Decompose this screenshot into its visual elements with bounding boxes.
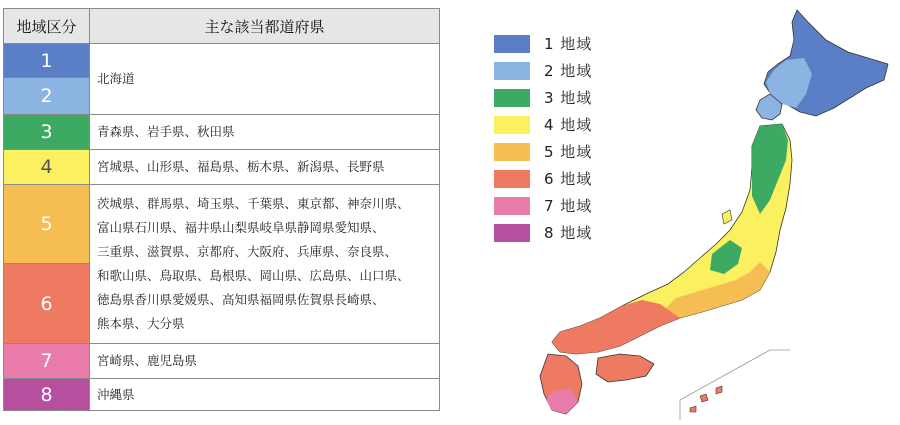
zone-2-label: 2 [40,85,53,107]
legend-label: 2 地域 [544,62,593,80]
zone-6-label: 6 [40,292,53,315]
zone-8-label: 8 [40,383,53,406]
header-prefectures: 主な該当都道府県 [90,9,440,44]
zone-8-cell [4,379,90,411]
zone-5-cell [4,185,90,264]
zone-7-cell [4,344,90,379]
legend-label: 4 地域 [544,116,593,134]
zone-4-label: 4 [40,156,53,178]
sado-island-shape [722,210,732,224]
zone-8-prefectures [90,379,440,411]
okinawa-inset-line-1 [680,350,770,400]
pref-line: 宮崎県、鹿児島県 [97,353,198,368]
pref-line: 徳島県香川県愛媛県、高知県福岡県佐賀県長崎県、 [97,292,385,307]
okinawa-islands-shape [690,386,722,412]
zone-3-label: 3 [40,121,53,143]
pref-line: 富山県石川県、福井県山梨県岐阜県静岡県愛知県、 [97,220,385,235]
pref-line: 和歌山県、鳥取県、島根県、岡山県、広島県、山口県、 [97,268,410,283]
zone-6-cell [4,264,90,344]
zone-5-6-prefectures [90,185,440,344]
pref-line: 宮城県、山形県、福島県、栃木県、新潟県、長野県 [97,159,385,174]
zone-2-cell [4,78,90,115]
japan-climate-zone-map [480,0,900,425]
pref-line: 青森県、岩手県、秋田県 [97,124,235,139]
zone-5-label: 5 [40,213,53,235]
header-zone: 地域区分 [4,9,90,44]
legend-label: 7 地域 [544,197,593,215]
legend-label: 6 地域 [544,170,593,188]
pref-line: 茨城県、群馬県、埼玉県、千葉県、東京都、神奈川県、 [97,196,410,211]
region-table [3,8,440,411]
pref-line: 三重県、滋賀県、京都府、大阪府、兵庫県、奈良県、 [97,244,398,259]
pref-line: 沖縄県 [97,386,135,402]
zone-4-cell [4,150,90,185]
zone-3-cell [4,115,90,150]
pref-line: 北海道 [97,71,135,86]
pref-line: 熊本県、大分県 [97,316,185,331]
legend-label: 3 地域 [544,89,593,107]
legend-label: 8 地域 [544,224,593,242]
zone-4-prefectures [90,150,440,185]
zone-1-label: 1 [40,49,53,72]
shikoku-shape [596,354,654,382]
zone-1-cell [4,44,90,78]
zone-7-prefectures [90,344,440,379]
zone-3-prefectures [90,115,440,150]
zone-1-2-prefectures [90,44,440,115]
legend-label: 1 地域 [544,35,593,53]
legend-label: 5 地域 [544,143,593,161]
honshu-zone-6-area [552,300,680,354]
zone-7-label: 7 [40,350,53,372]
